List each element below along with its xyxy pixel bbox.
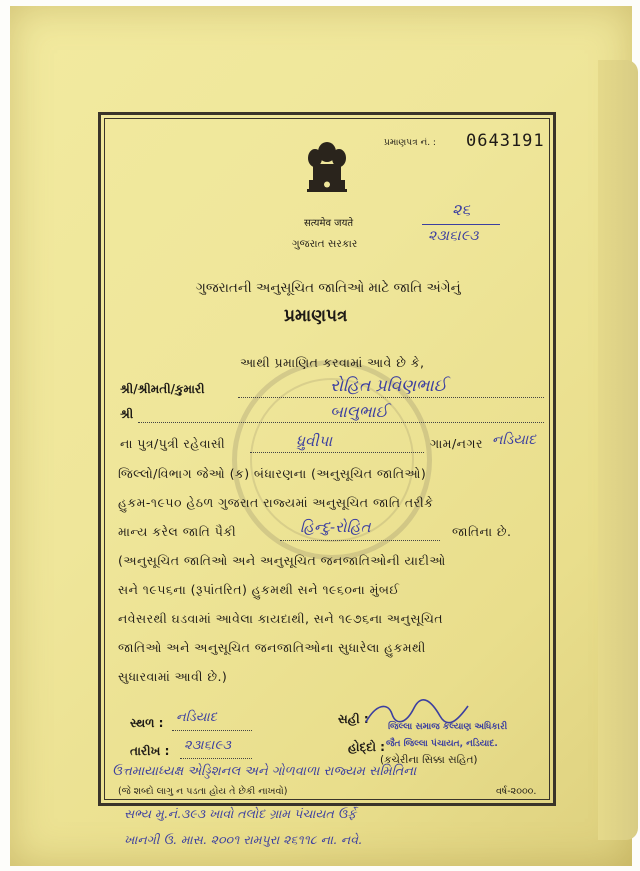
name-dotted-line (238, 397, 544, 398)
government-label: ગુજરાત સરકાર (292, 238, 358, 250)
certificate-number: 0643191 (466, 131, 545, 151)
father-dotted-line (138, 422, 544, 423)
para-line: જાતિઓ અને અનુસૂચિત જનજાતિઓના સુધારેલા હુકમથી (118, 640, 426, 655)
certificate-title: પ્રમાણપત્ર (284, 306, 348, 326)
handwritten-note: સભ્ય મુ.નં.૩૯૩ ખાવો તલોદ ગ્રામ પંચાયત ઉર્ફે (124, 806, 357, 821)
place-value: નડિયાદ (176, 710, 217, 725)
motto: सत्यमेव जयते (304, 218, 354, 229)
caste-suffix: જાતિના છે. (452, 524, 512, 539)
para-line: સને ૧૯૫૬ના (રૂપાંતરિત) હુકમથી સને ૧૯૬૦ના મુંબઈ (118, 582, 400, 597)
village-value: નડિયાદ (492, 432, 537, 448)
certificate-number-label: પ્રમાણપત્ર નં. : (384, 138, 436, 148)
village-label: ગામ/નગર (430, 436, 483, 451)
national-emblem-icon (303, 138, 351, 216)
handwritten-ref-top: ૨૬ (452, 200, 471, 219)
father-label: શ્રી (120, 407, 134, 421)
resident-dotted-line (250, 452, 424, 453)
handwritten-ref-divider (422, 224, 500, 225)
place-label: સ્થળ : (130, 716, 164, 730)
strike-note: (જે શબ્દો લાગુ ન પડતા હોય તે છેકી નાખવો) (118, 786, 288, 797)
father-value: બાલુભાઈ (330, 402, 388, 421)
para-line: (અનુસૂચિત જાતિઓ અને અનુસૂચિત જનજાતિઓની યાદીઓ (118, 553, 446, 568)
caste-dotted-line (280, 540, 440, 541)
caste-value: હિન્દુ-રોહિત (300, 518, 371, 536)
resident-label: ના પુત્ર/પુત્રી રહેવાસી (120, 436, 226, 451)
date-label: તારીખ : (130, 744, 170, 758)
handwritten-ref-bottom: ૨૩।૬।૯૩ (428, 228, 479, 244)
officer-stamp-line-1: જિલ્લા સમાજ કલ્યાણ અધિકારી (388, 722, 508, 732)
date-value: ૨૩।૬।૯૩ (184, 738, 231, 753)
date-dotted-line (180, 758, 252, 759)
certificate-heading: ગુજરાતની અનુસૂચિત જાતિઓ માટે જાતિ અંગેનું (196, 280, 461, 296)
office-seal-note: (કચેરીના સિક્કા સહિત) (380, 754, 478, 766)
resident-value: ધ્રુવીપા (296, 432, 333, 450)
officer-stamp-line-2: જૈત જિલ્લા પંચાયત, નડિયાદ. (386, 739, 498, 749)
signature-label: સહી : (338, 712, 369, 726)
place-dotted-line (172, 730, 252, 731)
caste-prefix: માન્ય કરેલ જાતિ પૈકી (118, 524, 237, 539)
paper-edge (598, 60, 638, 840)
intro-text: આથી પ્રમાણિત કરવામાં આવે છે કે, (240, 355, 425, 370)
body-line-5: હુકમ-૧૯૫૦ હેઠળ ગુજરાત રાજ્યમાં અનુસૂચિત જાતિ તરીકે (118, 495, 434, 510)
designation-label: હોદ્દો : (348, 740, 385, 754)
name-value: રોહિત પ્રવિણભાઈ (330, 376, 447, 396)
handwritten-note: ઉત્તમાયાધ્યક્ષ એડ્ડિશનલ અને ગોળવાળા રાજ્યમ સમિતિના (112, 764, 417, 779)
year-label: વર્ષ-૨૦૦૦. (496, 786, 537, 797)
name-label: શ્રી/શ્રીમતી/કુમારી (120, 382, 205, 396)
para-line: નવેસરથી ઘડવામાં આવેલા કાયદાથી, સને ૧૯૭૬ના અનુસૂચિત (118, 611, 444, 626)
body-line-4: જિલ્લો/વિભાગ જેઓ (ક) બંધારણના (અનુસૂચિત જાતિઓ) (118, 466, 427, 481)
para-line: સુધારવામાં આવી છે.) (118, 669, 228, 684)
handwritten-note: ખાનગી ઉ. માસ. ૨૦૦૧ રામપુરા ૨૬૧૧૮ ના. નવે. (124, 832, 362, 847)
